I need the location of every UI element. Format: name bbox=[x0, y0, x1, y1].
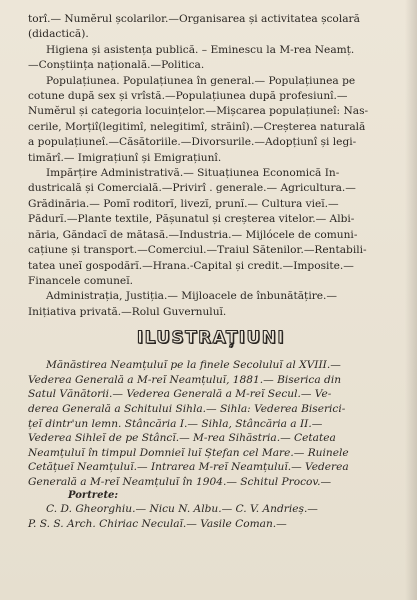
text-line: Administrația, Justiția.— Mijloacele de înbunătățire.— bbox=[46, 290, 338, 303]
para-justice bbox=[28, 289, 394, 320]
text-line: Inițiativa privată.—Rolul Guvernuluĭ. bbox=[28, 305, 227, 318]
text-line: Populațiunea. Populațiunea în general.— Populațiunea pe bbox=[46, 74, 356, 87]
text-line: tatea uneĭ gospodărĭ.—Hrana.-Capital și credit.—Imposite.— bbox=[28, 259, 354, 272]
text-line: Satul Vănătorii.— Vederea Generală a M-reĭ Secul.— Ve- bbox=[28, 388, 332, 401]
page-content bbox=[28, 12, 394, 532]
illustrations-heading-block bbox=[28, 328, 394, 348]
text-line: Vederea Generală a M-reĭ Neamțuluĭ, 1881.— Biserica din bbox=[28, 373, 342, 386]
text-line: derea Generală a Schitului Sihla.— Sihla: Vederea Biserici- bbox=[28, 402, 346, 415]
para-administration-economy bbox=[28, 166, 394, 289]
text-line: Higiena și asistența publică. – Eminescu la M-rea Neamț. bbox=[46, 43, 355, 56]
text-line: Neamțuluĭ în timpul Domnieĭ luĭ Ștefan cel Mare.— Ruinele bbox=[28, 446, 349, 459]
para-portraits bbox=[28, 490, 394, 531]
text-line: cațiune și transport.—Comerciul.—Traiul Sătenilor.—Rentabili- bbox=[28, 244, 367, 257]
text-line: Pădurĭ.—Plante textile, Pășunatul și creșterea vitelor.— Albi- bbox=[28, 213, 355, 226]
text-line: dustricală și Comercială.—Privirî . generale.— Agricultura.— bbox=[28, 182, 356, 195]
text-line: năria, Găndacĭ de mătasă.—Industria.— Mijlócele de comuni- bbox=[28, 228, 358, 241]
para-school bbox=[28, 12, 394, 43]
text-line: a populațiuneî.—Căsătoriile.—Divorsurile.—Adopțiunî și legi- bbox=[28, 136, 357, 149]
text-line: cerile, Morțiî(legitimî, nelegitimî, străinî).—Creșterea naturală bbox=[28, 120, 366, 133]
text-line: P. S. S. Arch. Chiriac Neculaĭ.— Vasile Coman.— bbox=[28, 518, 287, 531]
text-line: Cetățueĭ Neamțuluĭ.— Intrarea M-reĭ Neamțuluĭ.— Vederea bbox=[28, 461, 349, 474]
text-line: C. D. Gheorghiu.— Nicu N. Albu.— C. V. Andrieș.— bbox=[46, 503, 318, 516]
text-line: —Conștiința națională.—Politica. bbox=[28, 59, 205, 72]
text-line: (didactică). bbox=[28, 28, 89, 41]
para-illustrations bbox=[28, 358, 394, 489]
text-line: Grădinăria.— Pomĭ roditorĭ, livezĭ, prunĭ.— Cultura vieĭ.— bbox=[28, 197, 339, 210]
text-line: Vederea Sihleĭ de pe Stâncĭ.— M-rea Sihăstria.— Cetatea bbox=[28, 432, 336, 445]
text-line: timărî.— Imigrațiunî și Emigrațiunî. bbox=[28, 151, 222, 164]
text-line: Financele comuneĭ. bbox=[28, 274, 133, 287]
text-line: Generală a M-reĭ Neamțuluĭ în 1904.— Schitul Procov.— bbox=[28, 475, 332, 488]
para-hygiene bbox=[28, 43, 394, 74]
text-line: Impărțire Administrativă.— Situațiunea Economică In- bbox=[46, 167, 340, 180]
text-line: Numĕrul și categoria locuințelor.—Mișcarea populațiuneî: Nas- bbox=[28, 105, 369, 118]
portraits-label: Portrete: bbox=[68, 490, 119, 502]
illustrations-heading: ILUSTRAȚIUNI bbox=[136, 328, 286, 349]
text-line: Mănăstirea Neamțuluĭ pe la finele Secoluluĭ al XVIII.— bbox=[46, 359, 341, 372]
text-line: torî.— Numĕrul școlarilor.—Organisarea și activitatea școlară bbox=[28, 13, 360, 25]
text-line: țeĭ dintr'un lemn. Stâncăria I.— Sihla, Stâncăria a II.— bbox=[28, 417, 323, 430]
page-edge-shadow bbox=[405, 0, 417, 600]
text-line: cotune după sex și vrîstă.—Populațiunea după profesiunî.— bbox=[28, 90, 348, 103]
para-population bbox=[28, 74, 394, 166]
